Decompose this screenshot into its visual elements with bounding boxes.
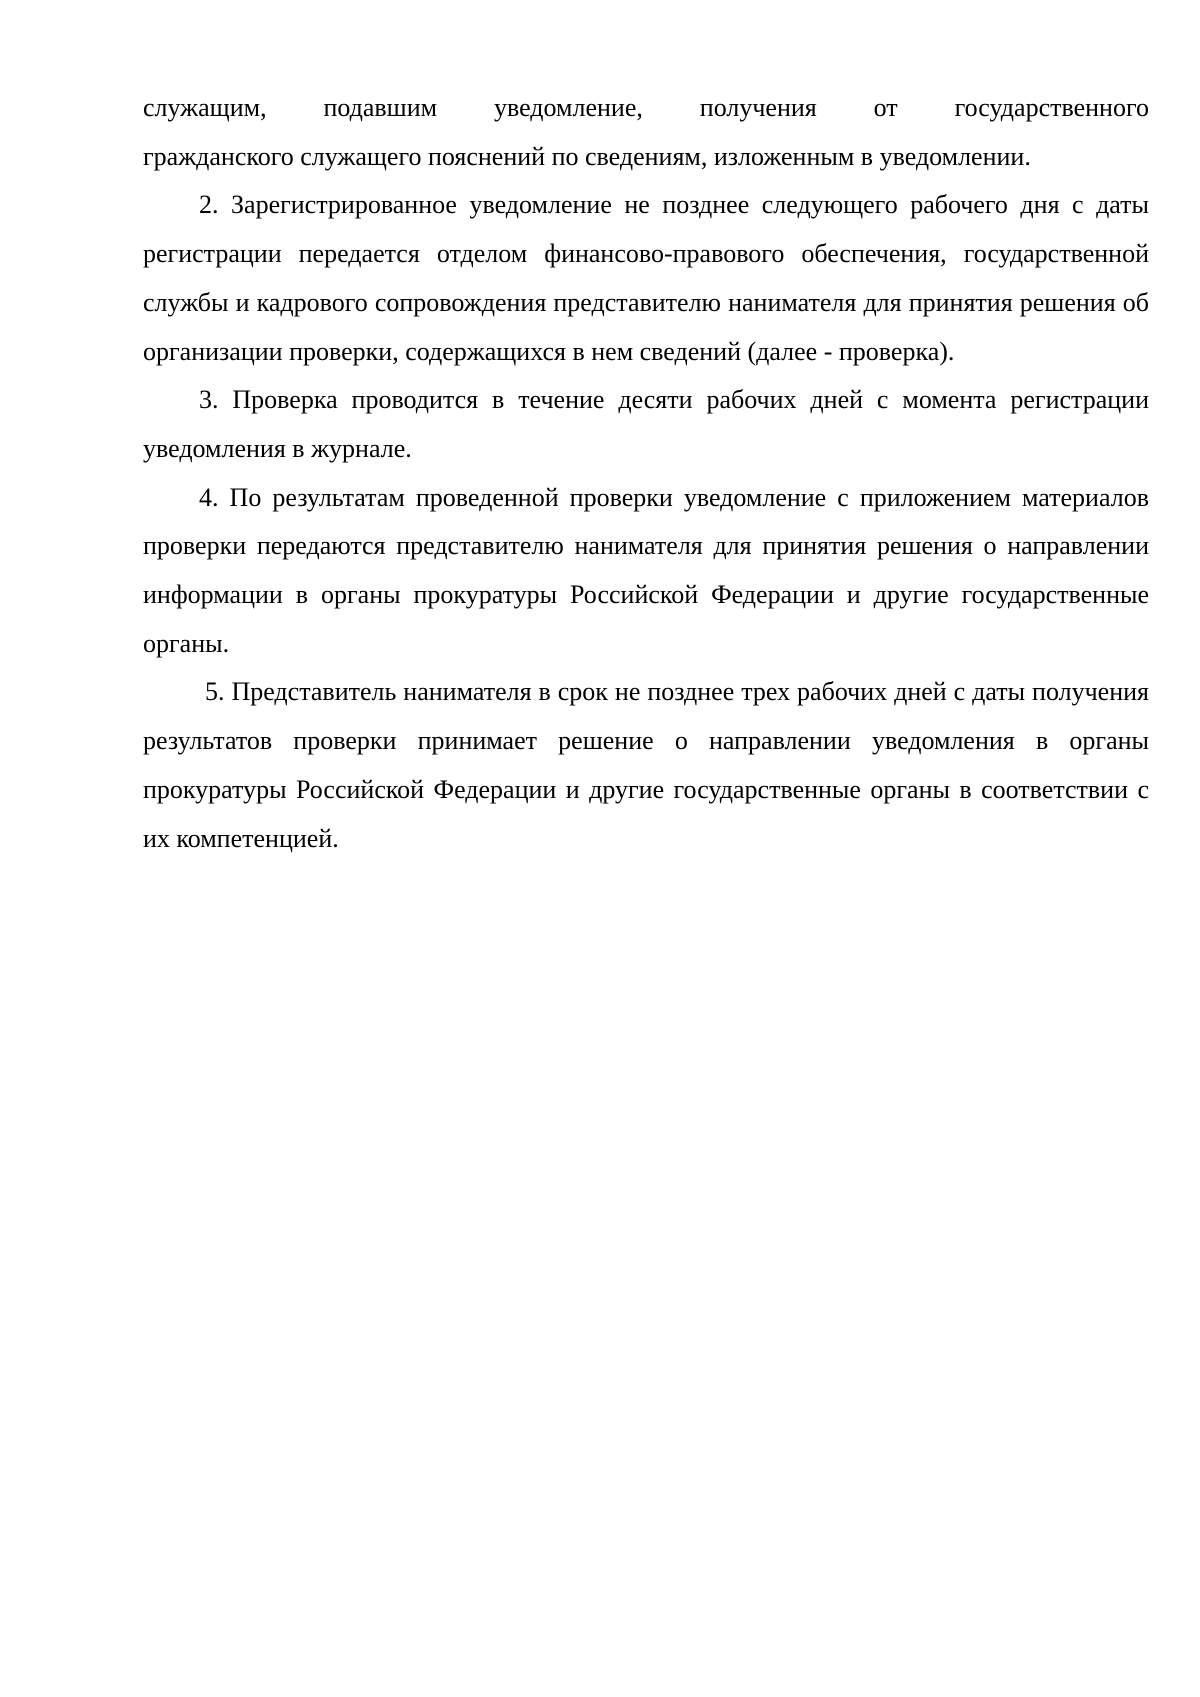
paragraph-item-3: 3. Проверка проводится в течение десяти рабочих дней с момента регистрации уведомления в журнале. — [143, 385, 1149, 463]
paragraph-continuation-rest: гражданского служащего пояснений по сведениям, изложенным в уведомлении. — [143, 141, 1031, 171]
paragraph-item-2: 2. Зарегистрированное уведомление не позднее следующего рабочего дня с даты регистрации передается отделом финансово-правового обеспечения, государственной службы и кадрового сопровождения представителю нанимателя для принятия решения об организации проверки, содержащихся в нем сведений (далее - проверка). — [143, 190, 1149, 366]
paragraph-continuation — [143, 84, 1149, 181]
paragraph-item-5: 5. Представитель нанимателя в срок не позднее трех рабочих дней с даты получения результатов проверки принимает решение о направлении уведомления в органы прокуратуры Российской Федерации и другие государственные органы в соответствии с их компетенцией. — [143, 677, 1149, 853]
paragraph-continuation-first-line: служащим, подавшим уведомление, получения от государственного — [143, 93, 1149, 122]
document-body — [143, 84, 1149, 863]
paragraph-item-4: 4. По результатам проведенной проверки уведомление с приложением материалов проверки передаются представителю нанимателя для принятия решения о направлении информации в органы прокуратуры Российской Федерации и другие государственные органы. — [143, 482, 1149, 658]
